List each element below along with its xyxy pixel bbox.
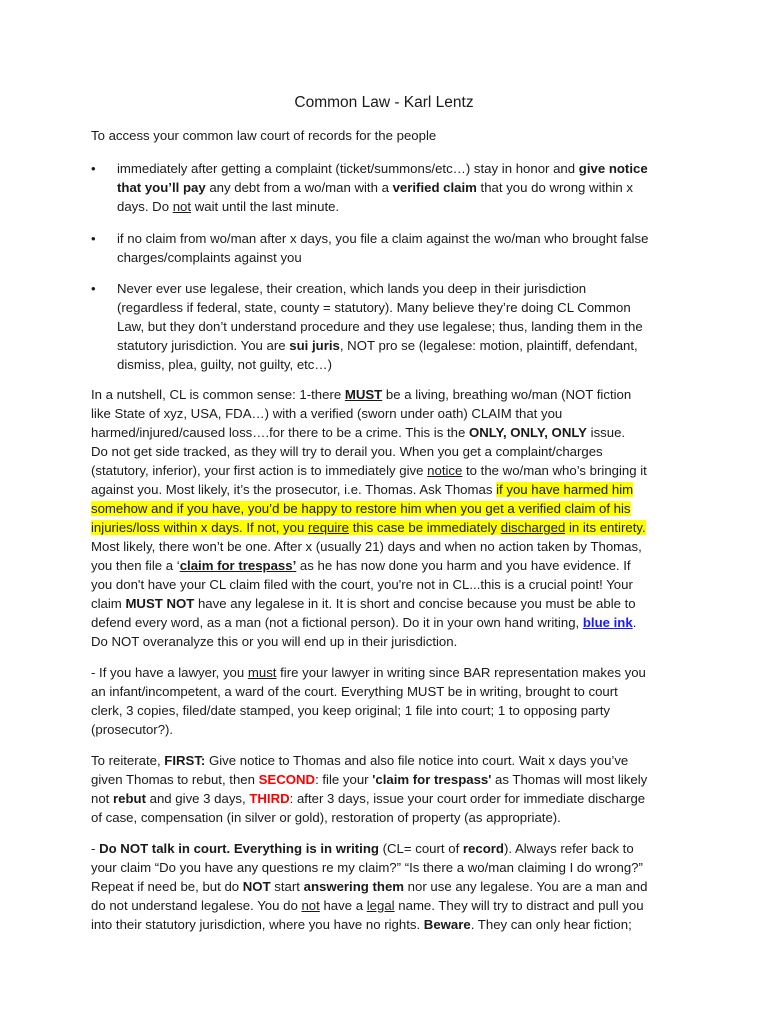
para-3-line-1: To reiterate, FIRST: Give notice to Thomas and also file notice into court. Wait x days you’ve	[91, 753, 629, 768]
bullet-3-line-3: Law, but they don’t understand procedure and they use legalese; thus, landing them in the	[117, 319, 643, 334]
para-4-line-2: your claim “Do you have any questions re my claim?” “Is there a wo/man claiming I do wrong?”	[91, 860, 643, 875]
page-title: Common Law - Karl Lentz	[294, 94, 474, 111]
bullet-2-line-2: charges/complaints against you	[117, 250, 302, 265]
para-4-line-1: - Do NOT talk in court. Everything is in writing (CL= court of record). Always refer back to	[91, 841, 634, 856]
bullet-3-line-2: (regardless if federal, state, county = statutory). Many believe they’re doing CL Common	[117, 300, 631, 315]
bullet-1-line-2: that you’ll pay any debt from a wo/man with a verified claim that you do wrong within x	[117, 180, 634, 195]
para-3-line-3: not rebut and give 3 days, THIRD: after 3 days, issue your court order for immediate discharge	[91, 791, 646, 806]
bullet-marker: •	[91, 281, 96, 296]
para-2-line-4: (prosecutor?).	[91, 722, 174, 737]
intro-line: To access your common law court of records for the people	[91, 128, 437, 143]
para-3-line-4: of case, compensation (in silver or gold), restoration of property (as appropriate).	[91, 810, 561, 825]
para-1-line-7: somehow and if you have, you’d be happy to restore him when you get a verified claim of his	[91, 501, 631, 516]
para-1-line-6: against you. Most likely, it’s the prosecutor, i.e. Thomas. Ask Thomas if you have harmed him	[91, 482, 634, 497]
bullet-2-line-1: if no claim from wo/man after x days, you file a claim against the wo/man who brought false	[117, 231, 649, 246]
para-1-line-14: Do NOT overanalyze this or you will end up in their jurisdiction.	[91, 634, 458, 649]
para-4-line-3: Repeat if need be, but do NOT start answering them nor use any legalese. You are a man and	[91, 879, 648, 894]
para-4-line-4: do not understand legalese. You do not have a legal name. They will try to distract and pull you	[91, 898, 644, 913]
para-2-line-2: an infant/incompetent, a ward of the court. Everything MUST be in writing, brought to court	[91, 684, 618, 699]
para-1-line-8: injuries/loss within x days. If not, you require this case be immediately discharged in its entirety.	[91, 520, 646, 535]
para-2-line-1: - If you have a lawyer, you must fire your lawyer in writing since BAR representation makes you	[91, 665, 646, 680]
bullet-1-line-1: immediately after getting a complaint (ticket/summons/etc…) stay in honor and give notice	[117, 161, 648, 176]
para-4-line-5: into their statutory jurisdiction, where you have no rights. Beware. They can only hear fiction;	[91, 917, 632, 932]
bullet-3-line-1: Never ever use legalese, their creation, which lands you deep in their jurisdiction	[117, 281, 587, 296]
bullet-marker: •	[91, 161, 96, 176]
bullet-3-line-4: statutory jurisdiction. You are sui juris, NOT pro se (legalese: motion, plaintiff, defendant,	[117, 338, 638, 353]
para-1-line-4: Do not get side tracked, as they will try to derail you. When you get a complaint/charges	[91, 444, 603, 459]
para-1-line-10: you then file a ‘claim for trespass’ as he has now done you harm and you have evidence. If	[91, 558, 631, 573]
para-1-line-3: harmed/injured/caused loss….for there to be a crime. This is the ONLY, ONLY, ONLY issue.	[91, 425, 626, 440]
para-1-line-13: defend every word, as a man (not a fictional person). Do it in your own hand writing, blue ink.	[91, 615, 637, 630]
bullet-1-line-3: days. Do not wait until the last minute.	[117, 199, 340, 214]
para-1-line-5: (statutory, inferior), your first action is to immediately give notice to the wo/man who’s bringing it	[91, 463, 647, 478]
bullet-3-line-5: dismiss, plea, guilty, not guilty, etc…)	[117, 357, 332, 372]
para-1-line-11: you don't have your CL claim filed with the court, you're not in CL...this is a crucial point! Your	[91, 577, 633, 592]
para-1-line-9: Most likely, there won’t be one. After x (usually 21) days and when no action taken by Thomas,	[91, 539, 642, 554]
para-3-line-2: given Thomas to rebut, then SECOND: file your 'claim for trespass' as Thomas will most likely	[91, 772, 648, 787]
para-1-line-2: like State of xyz, USA, FDA…) with a verified (sworn under oath) CLAIM that you	[91, 406, 563, 421]
para-1-line-12: claim MUST NOT have any legalese in it. It is short and concise because you must be able to	[91, 596, 636, 611]
para-2-line-3: clerk, 3 copies, filed/date stamped, you keep original; 1 file into court; 1 to opposing party	[91, 703, 611, 718]
bullet-marker: •	[91, 231, 96, 246]
para-1-line-1: In a nutshell, CL is common sense: 1-there MUST be a living, breathing wo/man (NOT fiction	[91, 387, 632, 402]
